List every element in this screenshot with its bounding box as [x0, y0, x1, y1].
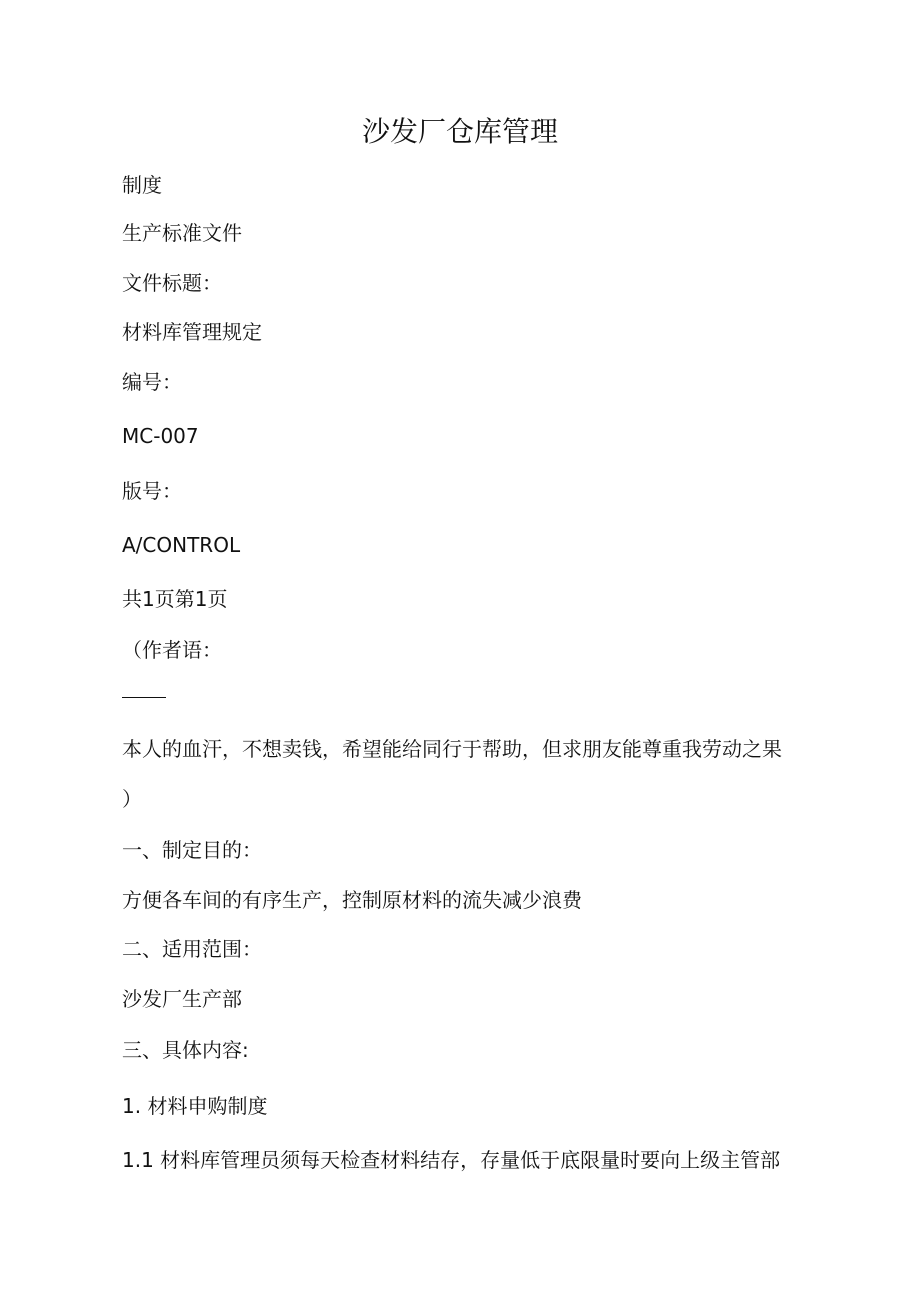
document-number: MC-007	[122, 424, 199, 448]
author-note-open: （作者语：	[122, 638, 222, 662]
document-title: 沙发厂仓库管理	[361, 115, 558, 148]
author-note: 本人的血汗，不想卖钱，希望能给同行于帮助，但求朋友能尊重我劳动之果	[122, 737, 782, 761]
text-line: 版号：	[122, 479, 182, 503]
text-line: 文件标题：	[122, 271, 222, 295]
section-heading: 一、制定目的：	[122, 838, 262, 862]
author-note-close: ）	[122, 787, 142, 811]
text-line: 1.1 材料库管理员须每天检查材料结存，存量低于底限量时要向上级主管部	[122, 1148, 781, 1172]
text-line: 方便各车间的有序生产，控制原材料的流失减少浪费	[122, 888, 582, 912]
text-line: 材料库管理规定	[122, 320, 262, 344]
text-line: 生产标准文件	[122, 221, 242, 245]
section-heading: 二、适用范围：	[122, 937, 262, 961]
text-line: 编号：	[122, 370, 182, 394]
subsection-heading: 1. 材料申购制度	[122, 1094, 268, 1118]
page-count: 共1页第1页	[122, 587, 228, 611]
dash-separator	[122, 697, 166, 698]
version-number: A/CONTROL	[122, 533, 241, 557]
section-heading: 三、具体内容:	[122, 1038, 249, 1062]
text-line: 制度	[122, 173, 162, 197]
text-line: 沙发厂生产部	[122, 987, 242, 1011]
